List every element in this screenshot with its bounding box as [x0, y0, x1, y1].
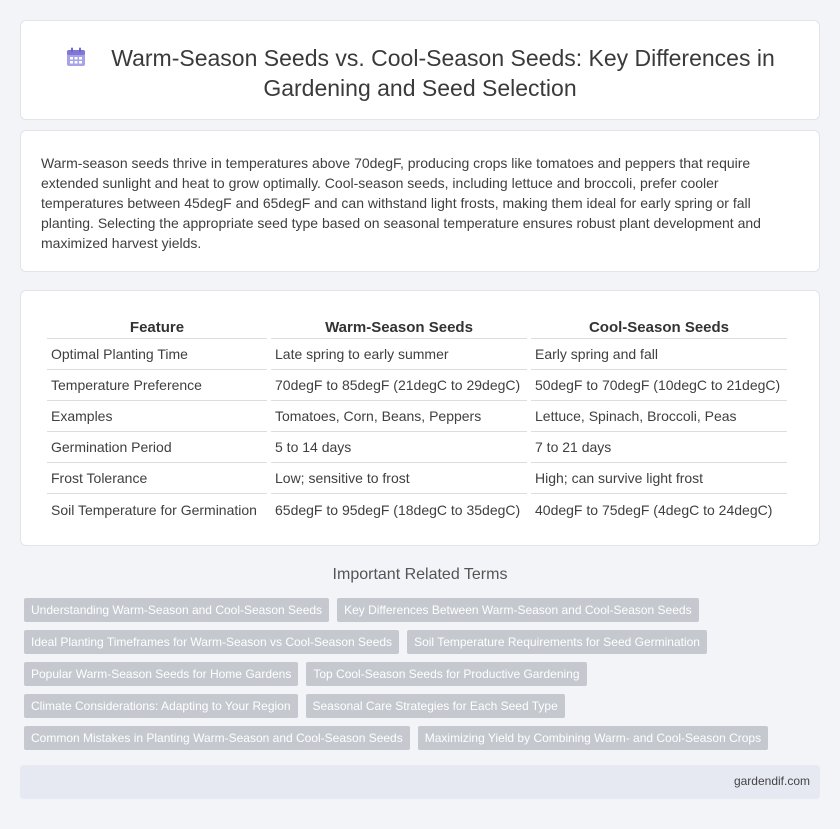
table-cell: 7 to 21 days — [531, 432, 787, 463]
table-cell: Examples — [47, 401, 267, 432]
table-row — [47, 463, 787, 494]
footer-site-link[interactable]: gardendif.com — [733, 774, 810, 788]
related-term-tag[interactable]: Soil Temperature Requirements for Seed Germination — [407, 630, 707, 654]
table-cell: 5 to 14 days — [271, 432, 527, 463]
related-term-tag[interactable]: Climate Considerations: Adapting to Your Region — [24, 694, 298, 718]
table-cell: Temperature Preference — [47, 370, 267, 401]
related-terms-list — [24, 598, 814, 758]
related-term-tag[interactable]: Ideal Planting Timeframes for Warm-Season vs Cool-Season Seeds — [24, 630, 399, 654]
page-title — [61, 43, 779, 103]
header-cool-season: Cool-Season Seeds — [531, 313, 787, 339]
header-feature: Feature — [47, 313, 267, 339]
table-row — [47, 339, 787, 370]
tag-row — [24, 726, 814, 750]
table-cell: Optimal Planting Time — [47, 339, 267, 370]
related-term-tag[interactable]: Seasonal Care Strategies for Each Seed Type — [306, 694, 565, 718]
comparison-table — [43, 313, 791, 525]
related-term-tag[interactable]: Common Mistakes in Planting Warm-Season and Cool-Season Seeds — [24, 726, 410, 750]
tag-row — [24, 694, 814, 718]
table-cell: Low; sensitive to frost — [271, 463, 527, 494]
table-cell: Early spring and fall — [531, 339, 787, 370]
intro-paragraph: Warm-season seeds thrive in temperatures above 70degF, producing crops like tomatoes and peppers that require extended sunlight and heat to grow optimally. Cool-season seeds, including lettuce and broccoli, prefer cooler temperatures between 45degF and 65degF and can withstand light frosts, making them ideal for early spring or fall planting. Selecting the appropriate seed type based on seasonal temperature ensures robust plant development and maximized harvest yields. — [41, 155, 761, 251]
header-card — [20, 20, 820, 120]
table-cell: 40degF to 75degF (4degC to 24degC) — [535, 501, 773, 518]
table-cell: 50degF to 70degF (10degC to 21degC) — [531, 370, 787, 401]
table-row — [47, 432, 787, 463]
table-cell: Tomatoes, Corn, Beans, Peppers — [271, 401, 527, 432]
header-warm-season: Warm-Season Seeds — [271, 313, 527, 339]
related-term-tag[interactable]: Top Cool-Season Seeds for Productive Gardening — [306, 662, 586, 686]
tag-row — [24, 662, 814, 686]
table-cell: Lettuce, Spinach, Broccoli, Peas — [531, 401, 787, 432]
table-row — [47, 401, 787, 432]
table-cell: 70degF to 85degF (21degC to 29degC) — [271, 370, 527, 401]
related-terms-heading: Important Related Terms — [332, 566, 508, 583]
related-term-tag[interactable]: Popular Warm-Season Seeds for Home Gardens — [24, 662, 298, 686]
related-term-tag[interactable]: Understanding Warm-Season and Cool-Season Seeds — [24, 598, 329, 622]
footer — [20, 765, 820, 799]
tag-row — [24, 630, 814, 654]
table-row — [47, 494, 787, 525]
table-cell: Late spring to early summer — [271, 339, 527, 370]
table-cell: Frost Tolerance — [47, 463, 267, 494]
comparison-table-card — [20, 290, 820, 546]
intro-card — [20, 130, 820, 272]
calendar-icon — [65, 46, 87, 68]
table-cell: Germination Period — [47, 432, 267, 463]
tag-row — [24, 598, 814, 622]
table-header-row — [47, 313, 787, 339]
table-cell: Soil Temperature for Germination — [51, 501, 257, 518]
table-cell: 65degF to 95degF (18degC to 35degC) — [275, 501, 521, 518]
page-title-text: Warm-Season Seeds vs. Cool-Season Seeds: Key Differences in Gardening and Seed Selection — [111, 45, 775, 101]
related-term-tag[interactable]: Key Differences Between Warm-Season and Cool-Season Seeds — [337, 598, 699, 622]
related-term-tag[interactable]: Maximizing Yield by Combining Warm- and Cool-Season Crops — [418, 726, 768, 750]
table-row — [47, 370, 787, 401]
table-cell: High; can survive light frost — [531, 463, 787, 494]
